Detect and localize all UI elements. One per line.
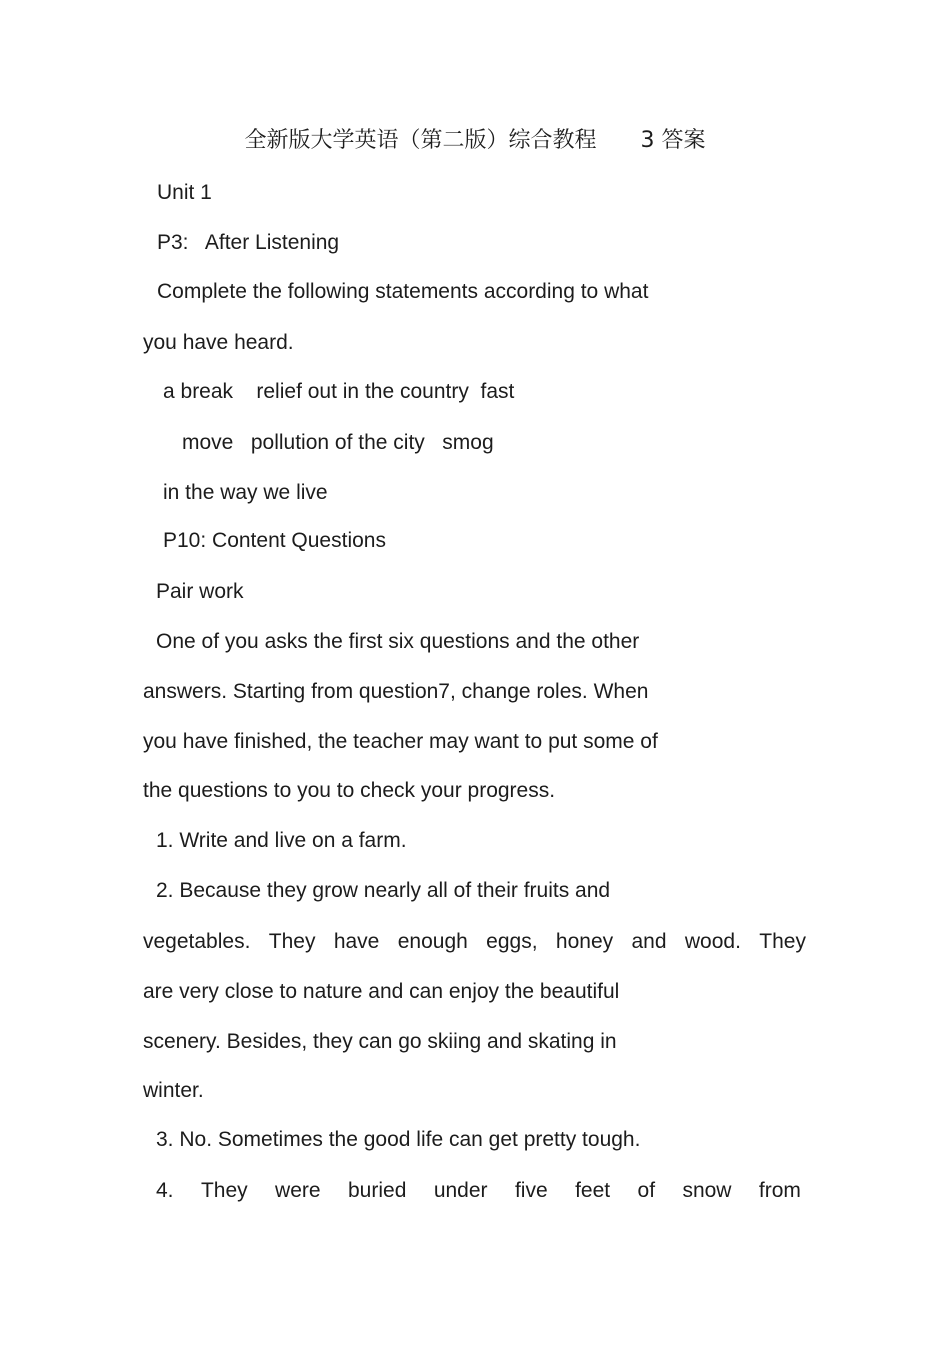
word: wood. (684, 930, 741, 953)
word: They (200, 1179, 248, 1202)
instruction-line-1: Complete the following statements according to what (157, 280, 649, 303)
word: were (275, 1179, 321, 1202)
word: of (637, 1179, 656, 1202)
answer-2-line-5: winter. (143, 1079, 204, 1102)
title-text: 全新版大学英语（第二版）综合教程 (244, 128, 597, 153)
word: five (514, 1179, 548, 1202)
word: and (631, 930, 667, 953)
word: have (333, 930, 380, 953)
pair-work-line-3: you have finished, the teacher may want to put some of (143, 730, 658, 753)
word: They (268, 930, 316, 953)
answer-4-line-1 (156, 1178, 801, 1204)
section-p10-heading: P10: Content Questions (163, 529, 386, 552)
answer-words-line-3: in the way we live (163, 481, 328, 504)
word: They (759, 930, 806, 953)
title-suffix: 3 答案 (640, 128, 706, 153)
answer-1: 1. Write and live on a farm. (156, 829, 407, 852)
word: enough (397, 930, 468, 953)
answer-2-line-2 (143, 929, 806, 955)
word: from (758, 1179, 801, 1202)
section-p3-heading: P3: After Listening (157, 231, 340, 254)
word: eggs, (486, 930, 538, 953)
document-title (0, 127, 950, 155)
pair-work-heading: Pair work (156, 580, 244, 603)
answer-2-line-1: 2. Because they grow nearly all of their fruits and (156, 879, 611, 902)
word: vegetables. (143, 930, 251, 953)
word: honey (555, 930, 614, 953)
instruction-line-2: you have heard. (143, 331, 294, 354)
pair-work-line-4: the questions to you to check your progress. (143, 779, 556, 802)
pair-work-line-1: One of you asks the first six questions and the other (156, 630, 640, 653)
answer-words-line-1: a break relief out in the country fast (163, 380, 515, 403)
unit-heading: Unit 1 (157, 181, 212, 204)
word: snow (682, 1179, 732, 1202)
pair-work-line-2: answers. Starting from question7, change roles. When (143, 680, 649, 703)
answer-words-line-2: move pollution of the city smog (182, 431, 494, 454)
word: 4. (156, 1179, 174, 1202)
answer-2-line-4: scenery. Besides, they can go skiing and skating in (143, 1030, 617, 1053)
word: buried (348, 1179, 407, 1202)
answer-3: 3. No. Sometimes the good life can get pretty tough. (156, 1128, 641, 1151)
answer-2-line-3: are very close to nature and can enjoy the beautiful (143, 980, 620, 1003)
word: under (433, 1179, 488, 1202)
word: feet (575, 1179, 611, 1202)
